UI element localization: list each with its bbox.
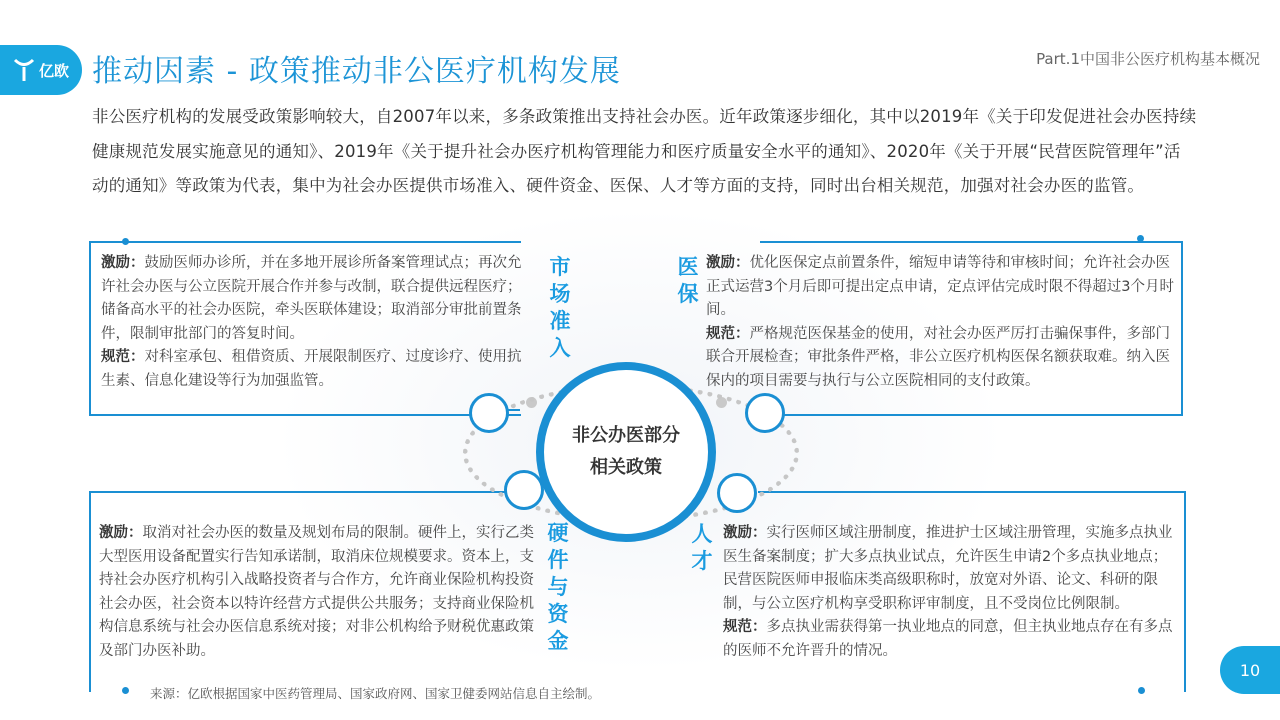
incentive-text: 实行医师区域注册制度，推进护士区域注册管理，实施多点执业医生备案制度；扩大多点执业试点，允许医生申请2个多点执业地点；民营医院医师申报临床类高级职称时，放宽对外语、论文、科研的限制，与公立医疗机构享受职称评审制度，且不受岗位比例限制。 [723,525,1173,612]
category-char: 准 [549,309,571,333]
category-char: 人 [691,522,713,546]
regulation-label: 规范： [706,325,750,342]
logo-mark-icon [13,57,35,83]
incentive-label: 激励： [706,255,750,271]
orbit-node [469,393,509,433]
category-char: 与 [547,575,569,599]
logo-text: 亿欧 [38,61,69,80]
category-char: 保 [677,282,699,306]
category-hardware-capital [545,520,571,655]
incentive-text: 取消对社会办医的数量及规划布局的限制。硬件上，实行乙类大型医用设备配置实行告知承诺制，取消床位规模要求。资本上，支持社会办医疗机构引入战略投资者与合作方，允许商业保险机构投资社会办医，社会资本以特许经营方式提供公共服务；支持商业保险机构信息系统与社会办医信息系统对接；对非公机构给予财税优惠政策及部门办医补助。 [99,525,534,659]
regulation-text: 严格规范医保基金的使用，对社会办医严厉打击骗保事件，多部门联合开展检查；审批条件严格，非公立医疗机构医保名额获取难。纳入医保内的项目需要与执行与公立医院相同的支付政策。 [706,325,1170,389]
incentive-label: 激励： [99,525,143,541]
panel-insurance [706,252,1178,393]
incentive-text: 优化医保定点前置条件，缩短申请等待和审核时间；允许社会办医正式运营3个月后即可提出定点申请，定点评估完成时限不得超过3个月时间。 [706,255,1174,318]
section-label: Part.1中国非公医疗机构基本概况 [1036,50,1260,68]
category-char: 场 [549,282,571,306]
category-insurance [675,254,701,308]
page-title: 推动因素 - 政策推动非公医疗机构发展 [92,54,621,89]
panel-market-access [101,252,526,393]
regulation-text: 对科室承包、租借资质、开展限制医疗、过度诊疗、使用抗生素、信息化建设等行为加强监管。 [101,349,522,389]
page-number: 10 [1220,646,1280,694]
panel-talent [723,522,1175,663]
brand-logo [0,45,82,95]
orbit-node [717,473,757,513]
category-char: 硬 [547,521,569,545]
bracket-dot [1138,687,1145,694]
category-char: 金 [547,629,569,653]
category-char: 医 [677,255,699,279]
incentive-label: 激励： [723,525,767,541]
category-char: 资 [547,602,569,626]
incentive-label: 激励： [101,255,145,271]
intro-paragraph: 非公医疗机构的发展受政策影响较大，自2007年以来，多条政策推出支持社会办医。近年政策逐步细化，其中以2019年《关于印发促进社会办医持续健康规范发展实施意见的通知》、2019年《关于提升社会办医疗机构管理能力和医疗质量安全水平的通知》、2020年《关于开展“民营医院管理年”活动的通知》等政策为代表，集中为社会办医提供市场准入、硬件资金、医保、人才等方面的支持，同时出台相关规范，加强对社会办医的监管。 [92,107,1197,195]
category-talent [689,521,715,575]
category-char: 市 [549,255,571,279]
regulation-label: 规范： [723,619,767,635]
orbit-node [504,470,544,510]
center-title-line2: 相关政策 [590,457,662,478]
center-title-line1: 非公办医部分 [572,425,680,446]
panel-hardware-capital [99,522,539,663]
bracket-dot [122,687,129,694]
category-char: 件 [547,548,569,572]
orbit-node [745,393,785,433]
source-note: 来源：亿欧根据国家中医药管理局、国家政府网、国家卫健委网站信息自主绘制。 [150,686,601,701]
center-hub [536,362,716,542]
category-char: 入 [549,336,571,360]
bracket-dot [1137,235,1144,242]
category-char: 才 [691,549,713,573]
incentive-text: 鼓励医师办诊所，并在多地开展诊所备案管理试点；再次允许社会办医与公立医院开展合作并参与改制，联合提供远程医疗；储备高水平的社会办医院，牵头医联体建设；取消部分审批前置条件，限制审批部门的答复时间。 [101,255,522,342]
category-market-access [547,254,573,362]
regulation-label: 规范： [101,349,145,365]
regulation-text: 多点执业需获得第一执业地点的同意，但主执业地点存在有多点的医师不允许晋升的情况。 [723,619,1173,659]
bracket-dot [122,238,129,245]
